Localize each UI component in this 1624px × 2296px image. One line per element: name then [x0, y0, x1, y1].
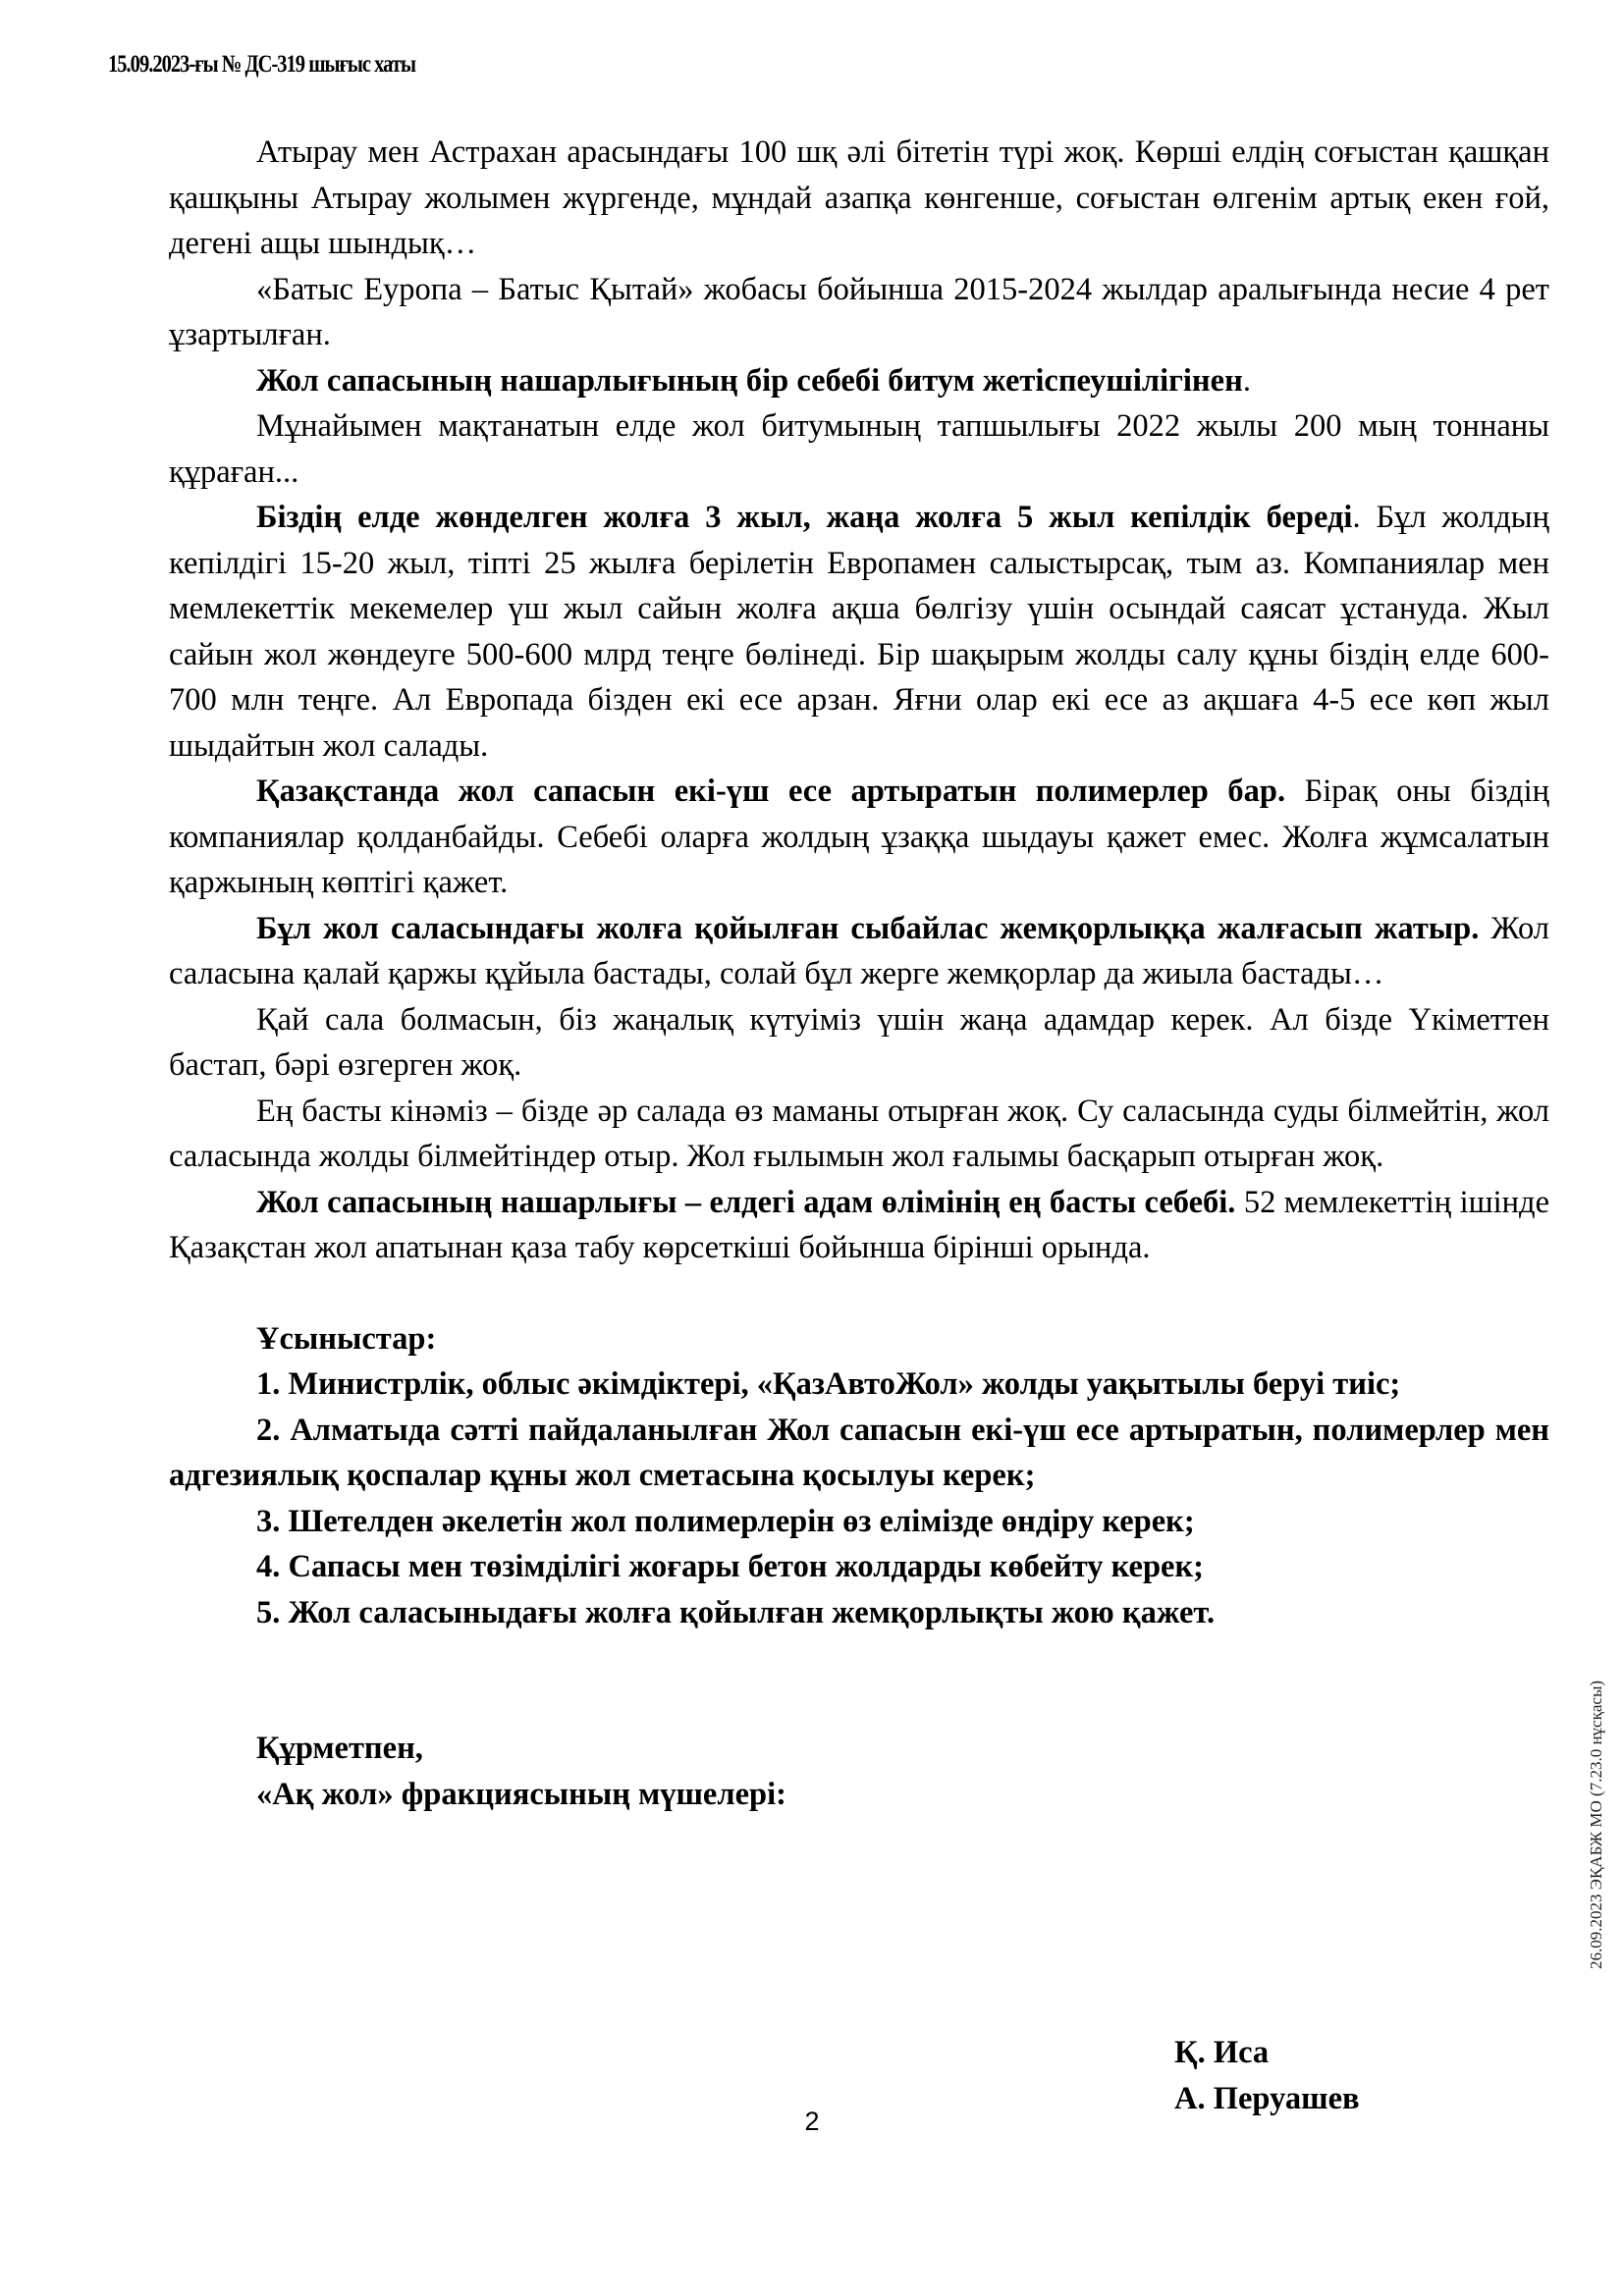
- recommendation-item: 5. Жол саласыныдағы жолға қойылған жемқорлықты жою қажет.: [256, 1594, 1216, 1630]
- paragraph-8: [169, 997, 1549, 1089]
- recommendation-item: 2. Алматыда сәтті пайдаланылған Жол сапасын екі-үш есе артыратын, полимерлер мен адгезиялық қоспалар құны жол сметасына қосылуы керек;: [169, 1412, 1549, 1493]
- text-run: Қай сала болмасын, біз жаңалық күтуіміз үшін жаңа адамдар керек. Ал бізде Үкіметтен бастап, бәрі өзгерген жоқ.: [169, 1001, 1549, 1083]
- text-run: . Бұл жолдың кепілдігі 15-20 жыл, тіпті 25 жылға берілетін Европамен салыстырсақ, тым аз. Компаниялар мен мемлекеттік мекемелер үш жыл сайын жолға ақша бөлгізу үшін осындай саясат ұстануда. Жыл сайын жол жөндеуге 500-600 млрд теңге бөлінеді. Бір шақырым жолды салу құны біздің елде 600-700 млн теңге. Ал Европада бізден екі есе арзан. Яғни олар екі есе аз ақшаға 4-5 есе көп жыл шыдайтын жол салады.: [169, 500, 1549, 764]
- text-run: «Батыс Еуропа – Батыс Қытай» жобасы бойынша 2015-2024 жылдар аралығында несие 4 рет ұзартылған.: [169, 271, 1549, 352]
- recommendation-item: 3. Шетелден әкелетін жол полимерлерін өз елімізде өндіру керек;: [256, 1503, 1195, 1539]
- text-run: Ең басты кінәміз – бізде әр салада өз маманы отырған жоқ. Су саласында суды білмейтін, жол саласында жолды білмейтіндер отыр. Жол ғылымын жол ғалымы басқарып отырған жоқ.: [169, 1093, 1549, 1174]
- text-run: Бірақ оны біздің компаниялар қолданбайды. Себебі оларға жолдың ұзаққа шыдауы қажет емес. Жолға жұмсалатын қаржының көптігі қажет.: [169, 774, 1549, 900]
- recommendation-item: 1. Министрлік, облыс әкімдіктері, «ҚазАвтоЖол» жолды уақытылы беруі тиіс;: [256, 1366, 1401, 1402]
- bold-text-run: Жол сапасының нашарлығы – елдегі адам өлімінің ең басты себебі.: [256, 1184, 1236, 1220]
- recommendations-heading: Ұсыныстар:: [256, 1320, 437, 1357]
- paragraph-1: [169, 130, 1549, 267]
- section-gap: [169, 1635, 1549, 1726]
- closing-faction: «Ақ жол» фракциясының мүшелері:: [256, 1776, 786, 1812]
- document-body: [169, 130, 1549, 1817]
- closing-regards: Құрметпен,: [256, 1731, 423, 1766]
- recommendation-item: 4. Сапасы мен төзімділігі жоғары бетон жолдарды көбейту керек;: [256, 1549, 1205, 1584]
- text-run: .: [1242, 362, 1251, 399]
- paragraph-3: [169, 358, 1549, 404]
- text-run: Мұнайымен мақтанатын елде жол битумының тапшылығы 2022 жылы 200 мың тоннаны құраған...: [169, 408, 1549, 490]
- signatory-name: А. Перуашев: [1174, 2080, 1360, 2116]
- bold-text-run: Біздің елде жөнделген жолға 3 жыл, жаңа жолға 5 жыл кепілдік береді: [256, 500, 1353, 535]
- bold-text-run: Қазақстанда жол сапасын екі-үш есе артыратын полимерлер бар.: [256, 774, 1286, 809]
- text-run: 52 мемлекеттің ішінде Қазақстан жол апатынан қаза табу көрсеткіші бойынша бірінші орында.: [169, 1184, 1550, 1265]
- bold-text-run: Жол сапасының нашарлығының бір себебі битум жетіспеушілігінен: [256, 362, 1243, 399]
- paragraph-10: [169, 1180, 1549, 1271]
- text-run: Жол саласына қалай қаржы құйыла бастады, солай бұл жерге жемқорлар да жиыла бастады…: [169, 910, 1550, 991]
- document-header-stamp: 15.09.2023-ғы № ДС-319 шығыс хаты: [108, 51, 416, 78]
- page-number: 2: [804, 2107, 820, 2136]
- paragraph-2: [169, 267, 1549, 358]
- paragraph-4: [169, 403, 1549, 495]
- text-run: Атырау мен Астрахан арасындағы 100 шқ әлі бітетін түрі жоқ. Көрші елдің соғыстан қашқан қашқыны Атырау жолымен жүргенде, мұндай азапқа көнгенше, соғыстан өлгенім артық екен ғой, дегені ащы шындық…: [169, 134, 1549, 261]
- paragraph-9: [169, 1089, 1549, 1180]
- section-gap: [169, 1271, 1549, 1316]
- bold-text-run: Бұл жол саласындағы жолға қойылған сыбайлас жемқорлыққа жалғасып жатыр.: [256, 910, 1480, 946]
- signatory-name: Қ. Иса: [1174, 2035, 1270, 2070]
- registration-side-stamp: 26.09.2023 ЭҚАБЖ МО (7.23.0 нұсқасы): [1587, 1680, 1605, 1969]
- paragraph-6: [169, 769, 1549, 906]
- paragraph-7: [169, 906, 1549, 997]
- paragraph-5: [169, 495, 1549, 769]
